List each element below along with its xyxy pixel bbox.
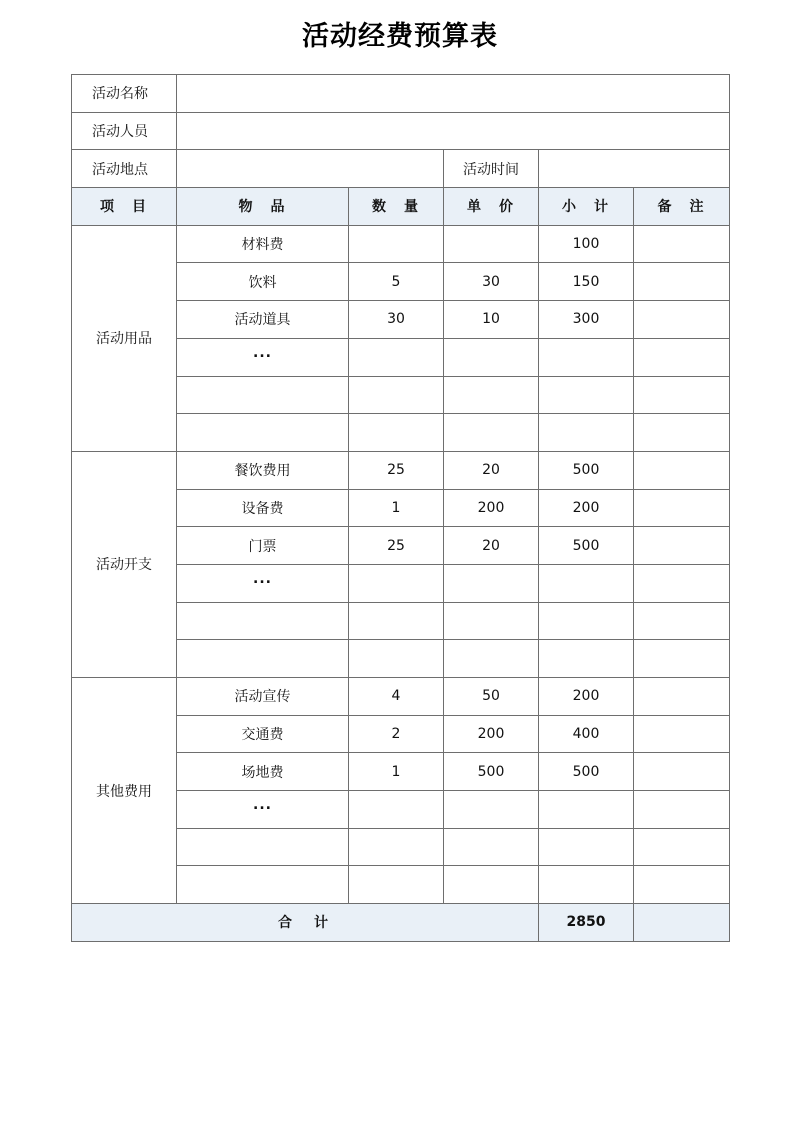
item-cell[interactable]: 场地费 xyxy=(177,753,349,791)
quantity-cell[interactable] xyxy=(349,828,444,866)
column-header-row xyxy=(72,188,730,226)
note-cell[interactable] xyxy=(634,338,730,376)
item-cell[interactable]: 交通费 xyxy=(177,715,349,753)
quantity-cell[interactable] xyxy=(349,338,444,376)
item-cell[interactable]: 饮料 xyxy=(177,263,349,301)
subtotal-cell[interactable] xyxy=(539,828,634,866)
table-row xyxy=(72,451,730,489)
item-cell[interactable]: ... xyxy=(177,560,349,598)
header-note: 备 注 xyxy=(634,188,730,226)
note-cell[interactable] xyxy=(634,828,730,866)
unit-price-cell[interactable]: 20 xyxy=(444,451,539,489)
note-cell[interactable] xyxy=(634,753,730,791)
quantity-cell[interactable] xyxy=(349,602,444,640)
quantity-cell[interactable] xyxy=(349,791,444,829)
item-cell[interactable]: 设备费 xyxy=(177,489,349,527)
quantity-cell[interactable]: 25 xyxy=(349,451,444,489)
item-cell[interactable] xyxy=(177,866,349,904)
item-cell[interactable]: 材料费 xyxy=(177,225,349,263)
quantity-cell[interactable]: 1 xyxy=(349,753,444,791)
item-cell[interactable]: ... xyxy=(177,787,349,825)
unit-price-cell[interactable] xyxy=(444,791,539,829)
subtotal-cell[interactable] xyxy=(539,640,634,678)
header-unit-price: 单 价 xyxy=(444,188,539,226)
total-row xyxy=(72,904,730,942)
subtotal-cell[interactable] xyxy=(539,866,634,904)
item-cell[interactable]: 餐饮费用 xyxy=(177,451,349,489)
subtotal-cell[interactable] xyxy=(539,564,634,602)
info-row-location-time xyxy=(72,150,730,188)
note-cell[interactable] xyxy=(634,564,730,602)
subtotal-cell[interactable]: 150 xyxy=(539,263,634,301)
quantity-cell[interactable] xyxy=(349,866,444,904)
unit-price-cell[interactable]: 20 xyxy=(444,527,539,565)
item-cell[interactable]: 门票 xyxy=(177,527,349,565)
quantity-cell[interactable]: 5 xyxy=(349,263,444,301)
subtotal-cell[interactable]: 400 xyxy=(539,715,634,753)
note-cell[interactable] xyxy=(634,791,730,829)
activity-location-field[interactable] xyxy=(177,150,444,188)
note-cell[interactable] xyxy=(634,489,730,527)
quantity-cell[interactable]: 2 xyxy=(349,715,444,753)
unit-price-cell[interactable] xyxy=(444,225,539,263)
info-row-name xyxy=(72,75,730,113)
subtotal-cell[interactable]: 500 xyxy=(539,451,634,489)
activity-people-field[interactable] xyxy=(177,112,730,150)
unit-price-cell[interactable] xyxy=(444,376,539,414)
item-cell[interactable]: ... xyxy=(177,334,349,372)
quantity-cell[interactable]: 25 xyxy=(349,527,444,565)
unit-price-cell[interactable]: 50 xyxy=(444,678,539,716)
activity-time-label: 活动时间 xyxy=(444,150,539,188)
note-cell[interactable] xyxy=(634,376,730,414)
quantity-cell[interactable] xyxy=(349,376,444,414)
unit-price-cell[interactable]: 10 xyxy=(444,301,539,339)
note-cell[interactable] xyxy=(634,866,730,904)
note-cell[interactable] xyxy=(634,602,730,640)
note-cell[interactable] xyxy=(634,451,730,489)
activity-time-field[interactable] xyxy=(539,150,730,188)
subtotal-cell[interactable]: 200 xyxy=(539,678,634,716)
header-category: 项 目 xyxy=(72,188,177,226)
note-cell[interactable] xyxy=(634,640,730,678)
quantity-cell[interactable]: 30 xyxy=(349,301,444,339)
header-item: 物 品 xyxy=(177,188,349,226)
note-cell[interactable] xyxy=(634,527,730,565)
unit-price-cell[interactable]: 200 xyxy=(444,489,539,527)
unit-price-cell[interactable] xyxy=(444,564,539,602)
note-cell[interactable] xyxy=(634,715,730,753)
unit-price-cell[interactable] xyxy=(444,414,539,452)
subtotal-cell[interactable] xyxy=(539,376,634,414)
note-cell[interactable] xyxy=(634,225,730,263)
quantity-cell[interactable] xyxy=(349,564,444,602)
subtotal-cell[interactable] xyxy=(539,602,634,640)
subtotal-cell[interactable]: 300 xyxy=(539,301,634,339)
subtotal-cell[interactable] xyxy=(539,414,634,452)
item-cell[interactable] xyxy=(177,602,349,640)
quantity-cell[interactable] xyxy=(349,225,444,263)
unit-price-cell[interactable] xyxy=(444,338,539,376)
item-cell[interactable]: 活动道具 xyxy=(177,301,349,339)
total-label: 合 计 xyxy=(72,904,539,942)
unit-price-cell[interactable] xyxy=(444,640,539,678)
activity-people-label: 活动人员 xyxy=(72,112,177,150)
info-row-people xyxy=(72,112,730,150)
unit-price-cell[interactable] xyxy=(444,828,539,866)
table-row xyxy=(72,225,730,263)
total-value[interactable]: 2850 xyxy=(539,904,634,942)
quantity-cell[interactable]: 1 xyxy=(349,489,444,527)
item-cell[interactable] xyxy=(177,640,349,678)
activity-location-label: 活动地点 xyxy=(72,150,177,188)
unit-price-cell[interactable]: 200 xyxy=(444,715,539,753)
unit-price-cell[interactable] xyxy=(444,866,539,904)
subtotal-cell[interactable] xyxy=(539,338,634,376)
header-subtotal: 小 计 xyxy=(539,188,634,226)
header-quantity: 数 量 xyxy=(349,188,444,226)
activity-name-label: 活动名称 xyxy=(72,75,177,113)
quantity-cell[interactable] xyxy=(349,640,444,678)
category-cell: 其他费用 xyxy=(72,678,177,904)
note-cell[interactable] xyxy=(634,301,730,339)
note-cell[interactable] xyxy=(634,414,730,452)
unit-price-cell[interactable]: 30 xyxy=(444,263,539,301)
total-note[interactable] xyxy=(634,904,730,942)
item-cell[interactable] xyxy=(177,828,349,866)
category-cell: 活动用品 xyxy=(72,225,177,451)
item-cell[interactable] xyxy=(177,376,349,414)
note-cell[interactable] xyxy=(634,678,730,716)
table-row xyxy=(72,678,730,716)
unit-price-cell[interactable]: 500 xyxy=(444,753,539,791)
unit-price-cell[interactable] xyxy=(444,602,539,640)
page-title: 活动经费预算表 xyxy=(302,21,498,52)
subtotal-cell[interactable]: 500 xyxy=(539,753,634,791)
item-cell[interactable] xyxy=(177,414,349,452)
quantity-cell[interactable] xyxy=(349,414,444,452)
note-cell[interactable] xyxy=(634,263,730,301)
category-cell: 活动开支 xyxy=(72,451,177,677)
quantity-cell[interactable]: 4 xyxy=(349,678,444,716)
subtotal-cell[interactable]: 500 xyxy=(539,527,634,565)
item-cell[interactable]: 活动宣传 xyxy=(177,678,349,716)
subtotal-cell[interactable]: 200 xyxy=(539,489,634,527)
subtotal-cell[interactable] xyxy=(539,791,634,829)
activity-name-field[interactable] xyxy=(177,75,730,113)
subtotal-cell[interactable]: 100 xyxy=(539,225,634,263)
budget-table xyxy=(71,74,730,942)
